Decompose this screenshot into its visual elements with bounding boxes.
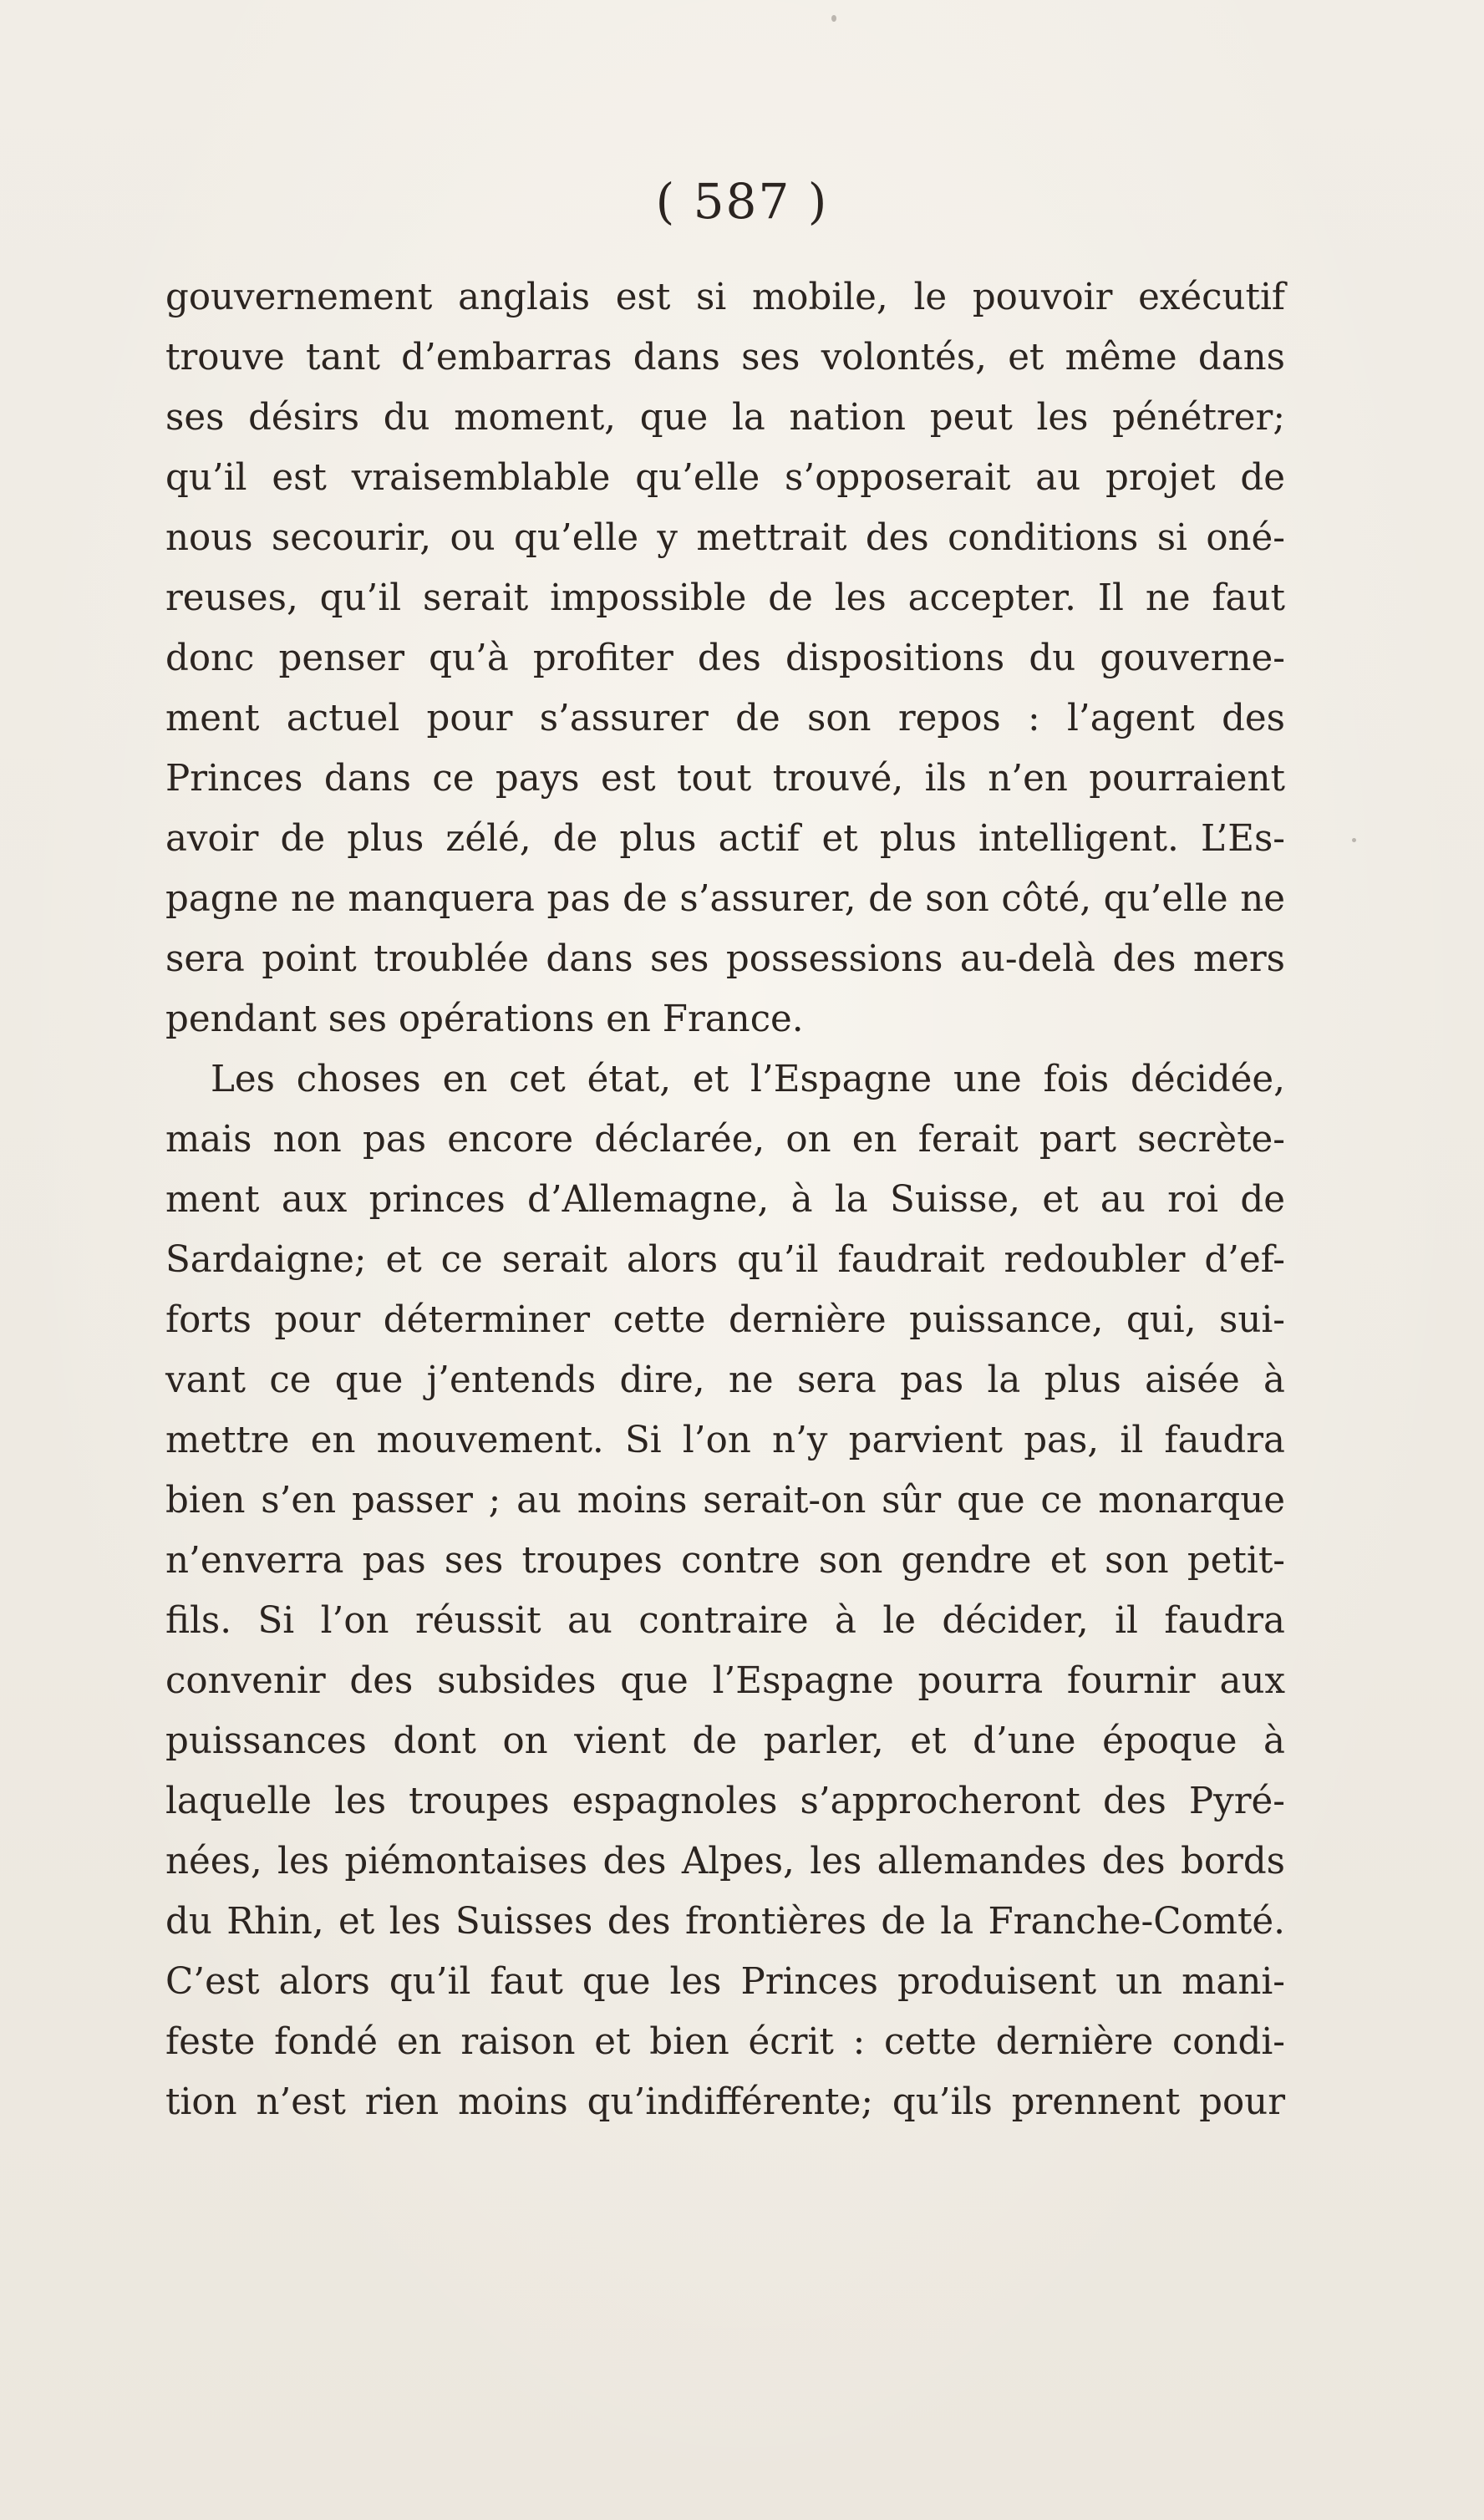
text-line: feste fondé en raison et bien écrit : cette dernière condi- bbox=[165, 2021, 1285, 2063]
text-line: convenir des subsides que l’Espagne pourra fournir aux bbox=[165, 1660, 1285, 1702]
text-line: ses désirs du moment, que la nation peut les pénétrer; bbox=[165, 397, 1285, 439]
text-line: forts pour déterminer cette dernière puissance, qui, sui- bbox=[165, 1299, 1285, 1341]
text-line: qu’il est vraisemblable qu’elle s’opposerait au projet de bbox=[165, 457, 1285, 499]
text-line: avoir de plus zélé, de plus actif et plus intelligent. L’Es- bbox=[165, 818, 1285, 860]
text-line: ment aux princes d’Allemagne, à la Suisse, et au roi de bbox=[165, 1179, 1285, 1221]
text-line: du Rhin, et les Suisses des frontières de la Franche-Comté. bbox=[165, 1901, 1285, 1943]
text-line: vant ce que j’entends dire, ne sera pas la plus aisée à bbox=[165, 1359, 1285, 1401]
text-line: pendant ses opérations en France. bbox=[165, 998, 804, 1040]
body-text bbox=[165, 267, 1285, 2132]
text-line: laquelle les troupes espagnoles s’approcheront des Pyré- bbox=[165, 1781, 1285, 1822]
text-line: mettre en mouvement. Si l’on n’y parvient pas, il faudra bbox=[165, 1420, 1285, 1461]
text-line: nées, les piémontaises des Alpes, les allemandes des bords bbox=[165, 1841, 1285, 1882]
text-line: reuses, qu’il serait impossible de les accepter. Il ne faut bbox=[165, 577, 1285, 619]
text-line: bien s’en passer ; au moins serait-on sûr que ce monarque bbox=[165, 1480, 1285, 1522]
page-number: ( 587 ) bbox=[655, 173, 829, 230]
text-line: sera point troublée dans ses possessions au-delà des mers bbox=[165, 938, 1285, 980]
text-line: C’est alors qu’il faut que les Princes produisent un mani- bbox=[165, 1961, 1285, 2003]
text-line: Les choses en cet état, et l’Espagne une fois décidée, bbox=[211, 1059, 1285, 1100]
ink-speck bbox=[1352, 838, 1356, 842]
text-line: puissances dont on vient de parler, et d’une époque à bbox=[165, 1720, 1285, 1762]
text-line: n’enverra pas ses troupes contre son gendre et son petit- bbox=[165, 1540, 1285, 1582]
text-line: mais non pas encore déclarée, on en ferait part secrète- bbox=[165, 1119, 1285, 1161]
text-line: fils. Si l’on réussit au contraire à le décider, il faudra bbox=[165, 1600, 1285, 1642]
text-line: Princes dans ce pays est tout trouvé, ils n’en pourraient bbox=[165, 758, 1285, 800]
text-line: Sardaigne; et ce serait alors qu’il faudrait redoubler d’ef- bbox=[165, 1239, 1285, 1281]
ink-speck bbox=[831, 15, 836, 22]
text-line: gouvernement anglais est si mobile, le pouvoir exécutif bbox=[165, 277, 1285, 318]
paragraph-2 bbox=[165, 1049, 1285, 2132]
text-line: ment actuel pour s’assurer de son repos : l’agent des bbox=[165, 698, 1285, 739]
text-line: pagne ne manquera pas de s’assurer, de son côté, qu’elle ne bbox=[165, 878, 1285, 920]
text-line: donc penser qu’à profiter des dispositions du gouverne- bbox=[165, 638, 1285, 679]
paragraph-1 bbox=[165, 267, 1285, 1049]
text-line: trouve tant d’embarras dans ses volontés, et même dans bbox=[165, 337, 1285, 379]
text-line: tion n’est rien moins qu’indifférente; qu’ils prennent pour bbox=[165, 2081, 1285, 2123]
text-line: nous secourir, ou qu’elle y mettrait des conditions si oné- bbox=[165, 517, 1285, 559]
